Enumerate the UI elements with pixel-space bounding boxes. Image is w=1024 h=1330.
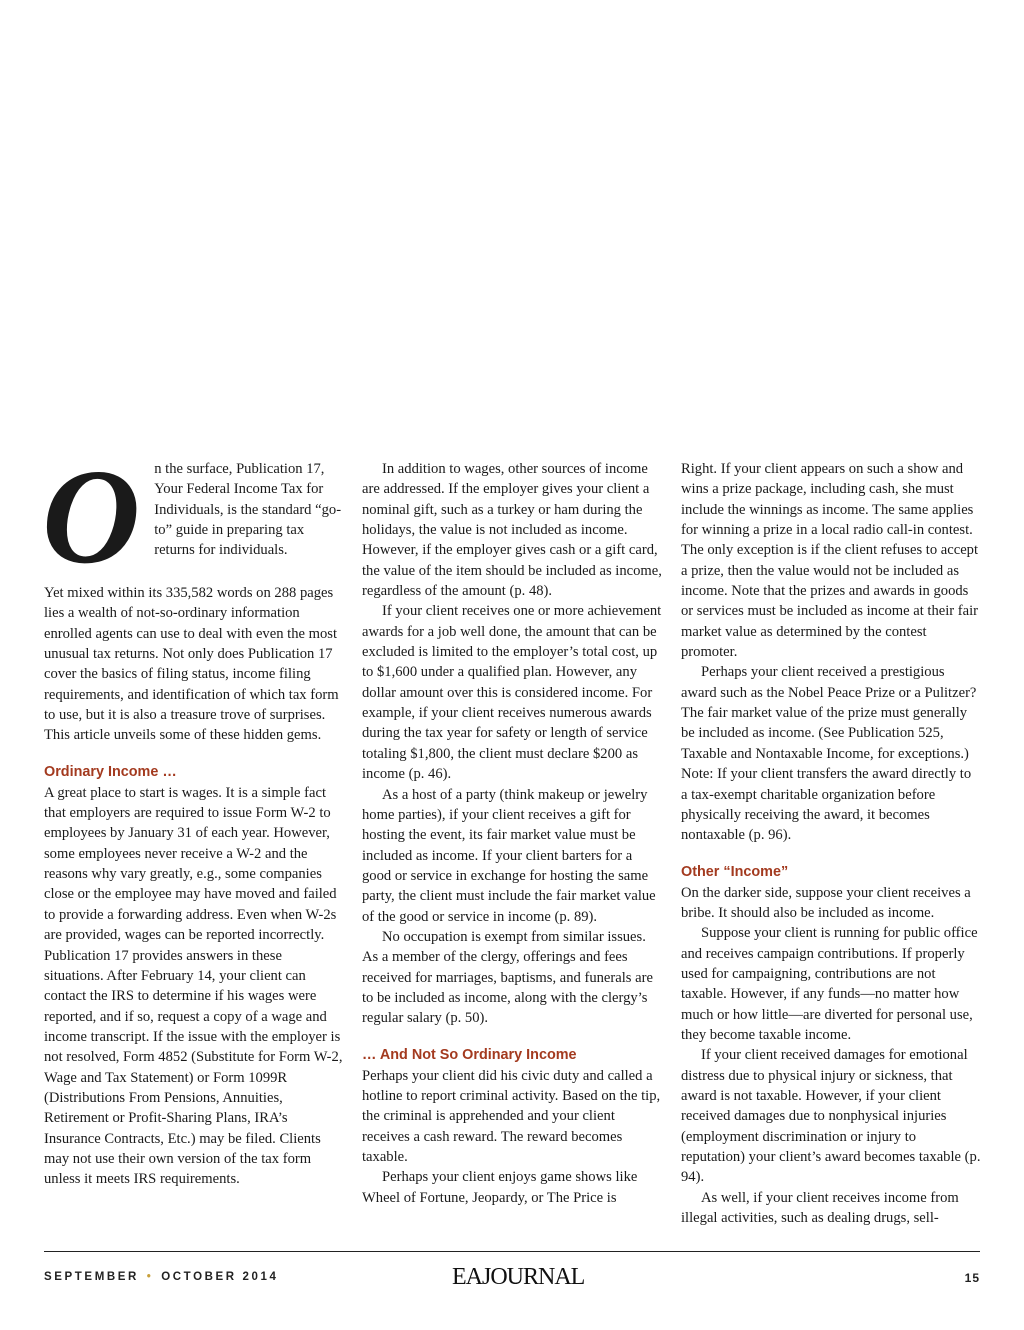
page-footer <box>44 1264 980 1292</box>
paragraph: If your client receives one or more achievement awards for a job well done, the amount that can be excluded is limited to the employer’s total cost, up to $1,600 under a qualified plan. However, any dollar amount over this is considered income. For example, if your client receives numerous awards during the tax year for safety or length of service totaling $1,800, the client must declare $200 as income (p. 46). <box>362 603 662 783</box>
intro-paragraph: Yet mixed within its 335,582 words on 288 pages lies a wealth of not-so-ordinary information enrolled agents can use to deal with even the most unusual tax returns. Not only does Publication 17 cover the basics of filing status, income filing requirements, and identification of which tax form to use, but it is also a treasure trove of surprises. This article unveils some of these hidden gems. <box>44 585 339 744</box>
issue-month-2: OCTOBER 2014 <box>161 1271 279 1283</box>
paragraph: If your client received damages for emotional distress due to physical injury or sickness, that award is not taxable. However, if your client received damages due to nonphysical injuries (employment discrimination or injury to reputation) your client’s award becomes taxable (p. 94). <box>681 1047 981 1186</box>
paragraph: As a host of a party (think makeup or jewelry home parties), if your client receives a gift for hosting the event, its fair market value must be included as income. If your client barters for a good or service in exchange for hosting the same party, the client must include the fair market value of the good or service in income (p. 89). <box>362 786 656 925</box>
paragraph: Perhaps your client did his civic duty and called a hotline to report criminal activity. Based on the tip, the criminal is apprehended and your client receives a cash reward. The reward becomes taxable. <box>362 1067 661 1165</box>
issue-date <box>44 1271 278 1283</box>
paragraph: No occupation is exempt from similar issues. As a member of the clergy, offerings and fees received for marriages, baptisms, and funerals are to be included as income, along with the clergy’s regular salary (p. 50). <box>362 928 653 1027</box>
intro-lead-paragraph: n the surface, Publication 17, Your Federal Income Tax for Individuals, is the standard “go-to” guide in preparing tax returns for individuals. <box>154 461 342 559</box>
page-number: 15 <box>964 1271 980 1285</box>
paragraph: Perhaps your client received a prestigious award such as the Nobel Peace Prize or a Pulitzer? The fair market value of the prize must generally be included as income. (See Publication 525, Taxable and Nontaxable Income, for exceptions.) Note: If your client transfers the award directly to a tax-exempt charitable organization before physically receiving the award, it becomes nontaxable (p. 96). <box>681 664 977 844</box>
paragraph: Perhaps your client enjoys game shows like Wheel of Fortune, Jeopardy, or The Price is <box>362 1169 638 1206</box>
footer-divider <box>44 1251 980 1252</box>
section-heading-other-income: Other “Income” <box>681 863 789 880</box>
paragraph: On the darker side, suppose your client receives a bribe. It should also be included as income. <box>681 884 971 921</box>
section-heading-not-so-ordinary: … And Not So Ordinary Income <box>362 1046 577 1063</box>
paragraph: As well, if your client receives income from illegal activities, such as dealing drugs, sell- <box>681 1189 959 1227</box>
article-column-3 <box>681 459 981 1228</box>
paragraph: Suppose your client is running for public office and receives campaign contributions. If properly used for campaigning, contributions are not taxable. However, if any funds—no matter how much or how little—are diverted for personal use, they become taxable income. <box>681 925 978 1043</box>
article-column-1 <box>42 442 344 1190</box>
separator-dot: • <box>146 1271 154 1283</box>
section-heading-ordinary-income: Ordinary Income … <box>44 763 177 780</box>
paragraph: A great place to start is wages. It is a simple fact that employers are required to issue Form W-2 to employees by January 31 of each year. However, some employees never receive a W-2 and the reasons why vary greatly, e.g., some companies close or the employee may have moved and failed to provide a forwarding address. Even when W-2s are provided, wages can be reported incorrectly. Publication 17 provides answers in these situations. After February 14, your client can contact the IRS to determine if his wages were reported, and if so, request a copy of a wage and income transcript. If the issue with the employer is not resolved, Form 4852 (Substitute for Form W-2, Wage and Tax Statement) or Form 1099R (Distributions From Pensions, Annuities, Retirement or Profit-Sharing Plans, IRA’s Insurance Contracts, Etc.) may be filed. Clients may not use their own version of the tax form unless it meets IRS requirements. <box>44 784 343 1188</box>
issue-month-1: SEPTEMBER <box>44 1271 139 1283</box>
drop-cap: O <box>42 442 141 592</box>
article-column-2 <box>362 459 662 1208</box>
journal-logo: EAJOURNAL <box>452 1264 585 1290</box>
paragraph: In addition to wages, other sources of income are addressed. If the employer gives your client a nominal gift, such as a turkey or ham during the holidays, the value is not included as income. However, if the employer gives cash or a gift card, the value of the item should be included as income, regardless of the amount (p. 48). <box>362 461 662 600</box>
paragraph: Right. If your client appears on such a show and wins a prize package, including cash, she must include the winnings as income. The same applies for winning a prize in a local radio call-in contest. The only exception is if the client refuses to accept a prize, then the value would not be included as income. Note that the prizes and awards in goods or services must be included as income at their fair market value as determined by the contest promoter. <box>681 461 979 661</box>
